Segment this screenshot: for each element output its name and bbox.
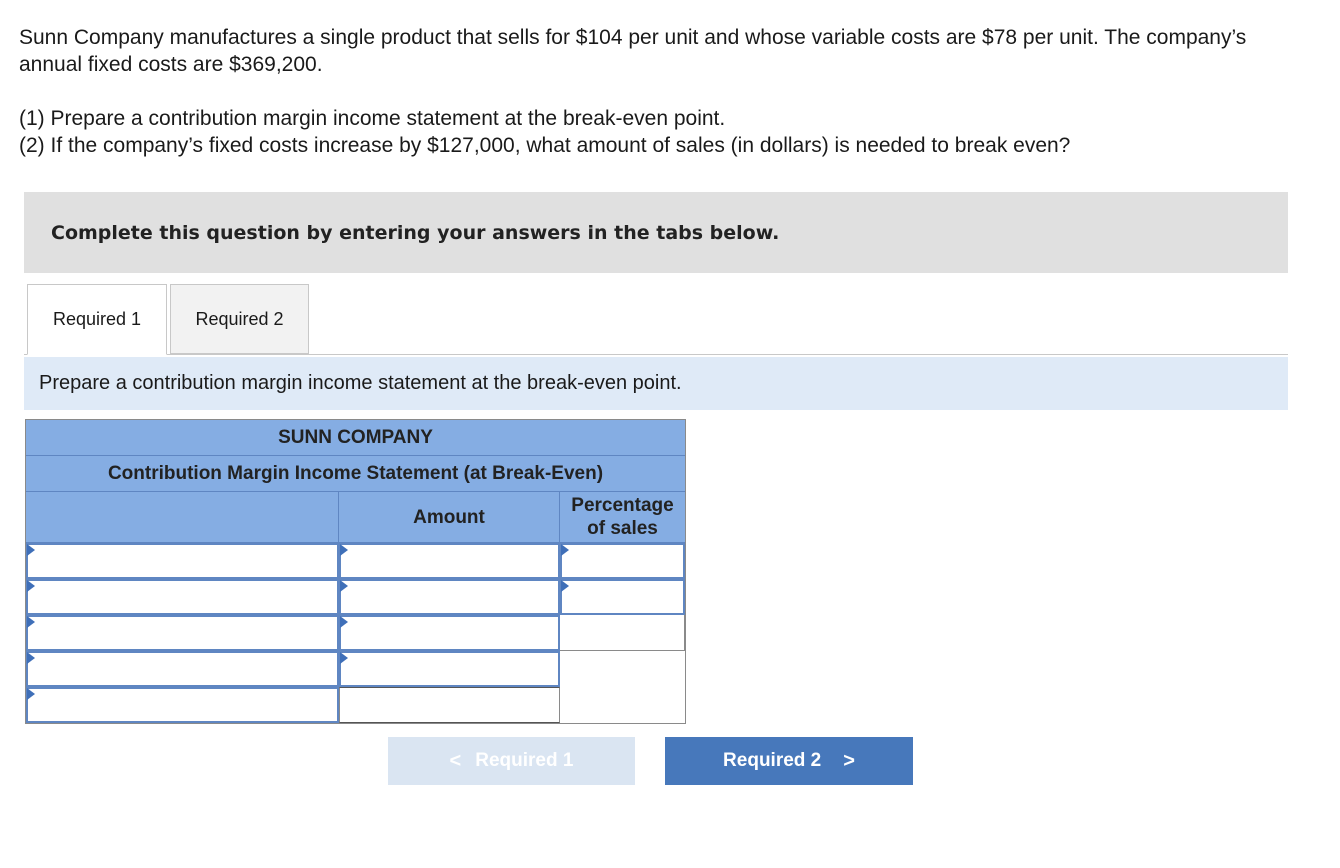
dropdown-flag-icon bbox=[27, 616, 35, 628]
problem-intro: Sunn Company manufactures a single product that sells for $104 per unit and whose variable costs are $78 per unit. The company’s annual fixed costs are $369,200. bbox=[19, 26, 1247, 76]
row-1-percent-field[interactable] bbox=[562, 545, 683, 577]
tab-required-1[interactable] bbox=[27, 284, 167, 355]
instruction-text: Complete this question by entering your answers in the tabs below. bbox=[51, 221, 780, 244]
row-4-label-field[interactable] bbox=[28, 653, 337, 685]
row-5-amount-total[interactable] bbox=[339, 687, 560, 723]
row-3-amount-field[interactable] bbox=[341, 617, 558, 649]
row-3-label-field[interactable] bbox=[28, 617, 337, 649]
income-statement-table bbox=[25, 419, 686, 724]
row-2-label-field[interactable] bbox=[28, 581, 337, 613]
row-4-percent-empty bbox=[560, 651, 685, 687]
row-5-label-field[interactable] bbox=[28, 689, 337, 721]
problem-part-1: (1) Prepare a contribution margin income statement at the break-even point. bbox=[19, 107, 726, 130]
dropdown-flag-icon bbox=[27, 688, 35, 700]
label-column-header bbox=[26, 492, 339, 542]
prev-tab-button[interactable] bbox=[388, 737, 635, 785]
table-row bbox=[26, 579, 685, 615]
row-2-amount-input[interactable] bbox=[339, 579, 560, 615]
dropdown-flag-icon bbox=[561, 544, 569, 556]
row-5-label-input[interactable] bbox=[26, 687, 339, 723]
tab-baseline bbox=[24, 354, 1288, 355]
statement-title-header: Contribution Margin Income Statement (at Break-Even) bbox=[26, 456, 685, 492]
dropdown-flag-icon bbox=[27, 544, 35, 556]
prev-tab-label: Required 1 bbox=[475, 750, 574, 771]
row-2-percent-field[interactable] bbox=[562, 581, 683, 613]
chevron-left-icon: < bbox=[449, 749, 462, 772]
percentage-header-line-1: Percentage bbox=[571, 495, 674, 516]
next-tab-button[interactable] bbox=[665, 737, 913, 785]
row-3-amount-input[interactable] bbox=[339, 615, 560, 651]
row-1-percent-input[interactable] bbox=[560, 543, 685, 579]
dropdown-flag-icon bbox=[340, 580, 348, 592]
row-1-label-field[interactable] bbox=[28, 545, 337, 577]
instruction-banner bbox=[24, 192, 1288, 273]
table-row bbox=[26, 543, 685, 579]
row-3-percent-empty bbox=[560, 615, 685, 651]
dropdown-flag-icon bbox=[340, 544, 348, 556]
row-1-amount-field[interactable] bbox=[341, 545, 558, 577]
dropdown-flag-icon bbox=[27, 652, 35, 664]
row-4-amount-input[interactable] bbox=[339, 651, 560, 687]
next-tab-label: Required 2 bbox=[723, 750, 822, 771]
table-row bbox=[26, 615, 685, 651]
percentage-column-header bbox=[560, 492, 685, 542]
row-1-amount-input[interactable] bbox=[339, 543, 560, 579]
row-5-percent-empty bbox=[560, 687, 685, 723]
percentage-header-line-2: of sales bbox=[587, 518, 658, 539]
tab-required-2-label: Required 2 bbox=[195, 308, 284, 329]
tab-bar bbox=[24, 284, 1288, 355]
dropdown-flag-icon bbox=[561, 580, 569, 592]
tab-required-2[interactable] bbox=[170, 284, 309, 354]
row-2-percent-input[interactable] bbox=[560, 579, 685, 615]
tab-required-1-label: Required 1 bbox=[52, 309, 142, 329]
chevron-right-icon: > bbox=[843, 749, 855, 772]
table-row bbox=[26, 651, 685, 687]
row-2-label-input[interactable] bbox=[26, 579, 339, 615]
problem-text bbox=[19, 24, 1309, 159]
dropdown-flag-icon bbox=[340, 616, 348, 628]
row-2-amount-field[interactable] bbox=[341, 581, 558, 613]
column-header-row bbox=[26, 492, 685, 543]
tab-prompt bbox=[24, 357, 1288, 410]
row-3-label-input[interactable] bbox=[26, 615, 339, 651]
row-4-amount-field[interactable] bbox=[341, 653, 558, 685]
company-name-header: SUNN COMPANY bbox=[26, 420, 685, 456]
dropdown-flag-icon bbox=[27, 580, 35, 592]
tab-prompt-text: Prepare a contribution margin income statement at the break-even point. bbox=[39, 372, 682, 394]
table-row bbox=[26, 687, 685, 723]
row-4-label-input[interactable] bbox=[26, 651, 339, 687]
dropdown-flag-icon bbox=[340, 652, 348, 664]
problem-part-2: (2) If the company’s fixed costs increase by $127,000, what amount of sales (in dollars) is needed to break even? bbox=[19, 134, 1071, 157]
row-1-label-input[interactable] bbox=[26, 543, 339, 579]
amount-column-header: Amount bbox=[339, 492, 560, 542]
